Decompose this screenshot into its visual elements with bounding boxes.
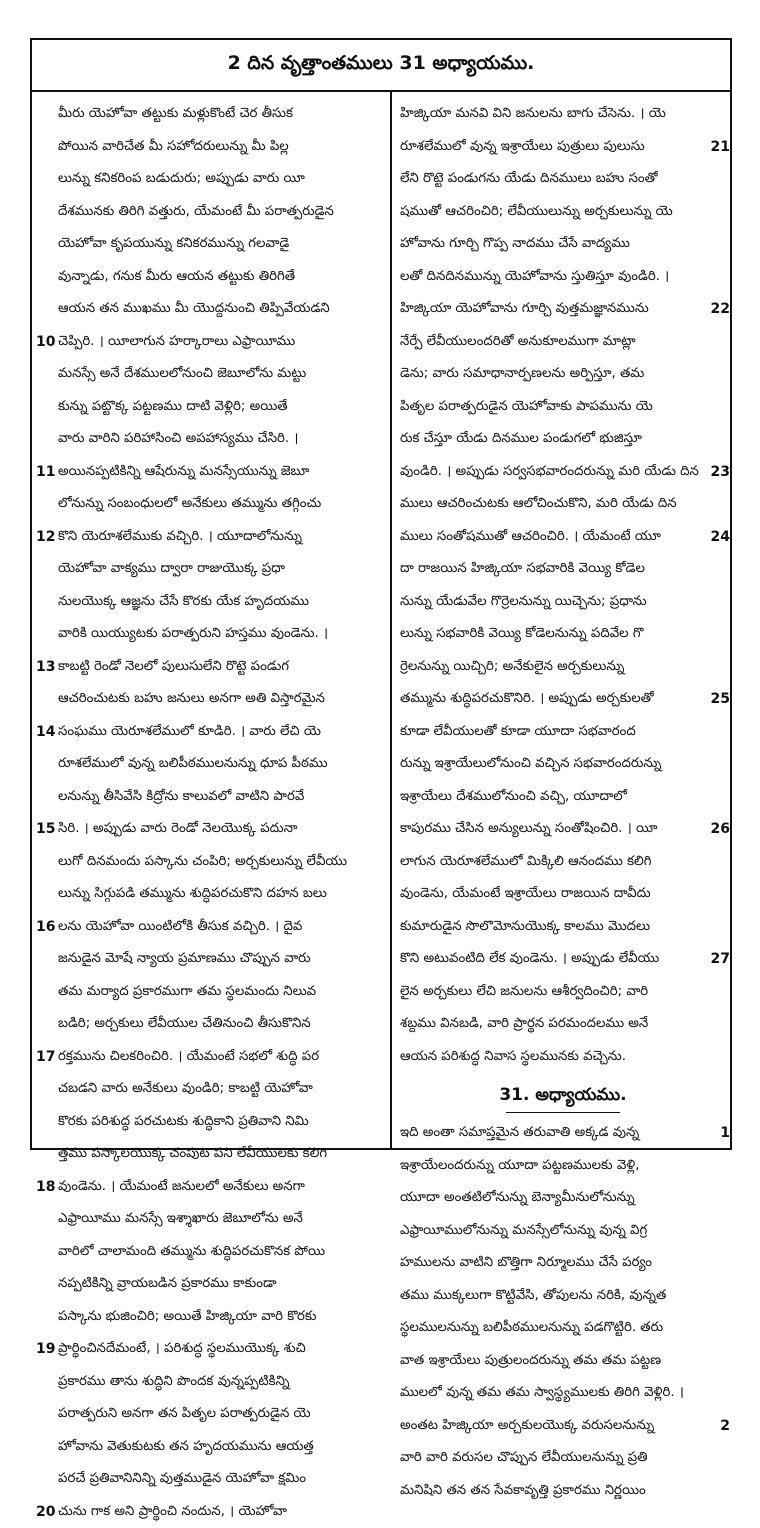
text-line <box>396 423 730 456</box>
line-text: ర్రెలనున్ను యిచ్చిరి; అనేకులైన అర్చకులున్ను <box>400 659 624 674</box>
line-text: లతో దినదినమున్ను యెహోవాను స్తుతిస్తూ వుండిరి. । <box>400 269 669 284</box>
text-line <box>36 846 386 879</box>
text-line <box>396 98 730 131</box>
text-line <box>396 748 730 781</box>
text-line <box>396 1312 730 1345</box>
page-frame <box>30 38 732 1150</box>
text-line <box>396 326 730 359</box>
text-line <box>36 1398 386 1431</box>
text-line <box>396 131 730 164</box>
text-line <box>36 228 386 261</box>
text-line <box>36 293 386 326</box>
line-text: బడిరి; అర్చకులు లేవీయుల చేతినుంచి తీసుకొనిన <box>58 1016 311 1031</box>
line-text: పరచే ప్రతివానినిన్ని వుత్తముడైన యెహోవా క్షమిం <box>58 1471 306 1486</box>
line-text: ఇశ్రాయేలు దేశములోనుంచి వచ్చి, యూదాలో <box>400 789 627 804</box>
verse-number: 22 <box>711 293 730 326</box>
left-column <box>36 98 386 1144</box>
verse-number: 23 <box>711 456 730 489</box>
verse-number: 25 <box>711 683 730 716</box>
text-line <box>396 911 730 944</box>
line-text: స్థలములనున్ను బలిపీఠములనున్ను పడగొట్టిరి. తరు <box>400 1320 663 1335</box>
text-line <box>396 618 730 651</box>
verse-number: 13 <box>36 651 55 684</box>
text-line <box>36 1463 386 1496</box>
verse-number: 11 <box>36 456 55 489</box>
verse-number: 12 <box>36 521 55 554</box>
text-line <box>396 1410 730 1443</box>
text-line <box>396 683 730 716</box>
text-line <box>396 1280 730 1313</box>
line-text: వారి వారి వరుసల చొప్పున లేవీయులనున్ను ప్రతి <box>400 1450 648 1465</box>
text-line <box>36 98 386 131</box>
text-line <box>396 391 730 424</box>
line-text: ఎఫ్రాయీము మనస్సే ఇశ్శాఖారు జెబూలోను అనే <box>58 1211 303 1226</box>
line-text: దా రాజయిన హిజ్కియా సభవారికి వెయ్యి కోడెల <box>400 561 645 576</box>
chapter-heading: 31. అధ్యాయము. <box>396 1073 730 1117</box>
line-text: షముతో ఆచరించిరి; లేవీయులున్ను అర్చకులున్ను యె <box>400 204 673 219</box>
text-line <box>396 781 730 814</box>
line-text: లేని రొట్టె పండుగను యేడు దినములు బహు సంతో <box>400 171 658 186</box>
line-text: వారు వారిని పరిహాసించి అపహాస్యము చేసిరి. । <box>58 431 298 446</box>
text-line <box>396 976 730 1009</box>
text-line <box>396 358 730 391</box>
text-line <box>36 196 386 229</box>
text-line <box>396 553 730 586</box>
text-line <box>36 813 386 846</box>
text-line <box>36 748 386 781</box>
line-text: వున్నాడు, గనుక మీరు ఆయన తట్టుకు తిరిగితే <box>58 269 295 284</box>
line-text: దేశమునకు తిరిగి వత్తురు, యేమంటే మీ పరాత్పరుడైన <box>58 204 334 219</box>
line-text: కాపురము చేసిన అన్యులున్ను సంతోషించిరి. । యీ <box>400 821 657 836</box>
line-text: అంతట హిజ్కియా అర్చకులయొక్క వరుసలనున్ను <box>400 1418 654 1433</box>
line-text: ఆయన పరిశుద్ధ నివాస స్థలమునకు వచ్చెను. <box>400 1049 626 1064</box>
line-text: కున్ను పట్టొక్క పట్టణము దాటి వెళ్లిరి; అయితే <box>58 399 288 414</box>
text-line <box>36 943 386 976</box>
text-line <box>36 131 386 164</box>
line-text: లైన అర్చకులు లేచి జనులను ఆశీర్వదించిరి; వారి <box>400 984 648 999</box>
text-line <box>36 1171 386 1204</box>
line-text: రూశలేములో వున్న ఇశ్రాయేలు పుత్రులు పులుసు <box>400 139 645 154</box>
verse-number: 21 <box>711 131 730 164</box>
text-line <box>36 163 386 196</box>
line-text: సిరి. । అప్పుడు వారు రెండో నెలయొక్క పదునా <box>58 821 297 836</box>
line-text: వుండెను, యేమంటే ఇశ్రాయేలు రాజయిన దావీదు <box>400 886 651 901</box>
chapter-31-text <box>396 1117 730 1507</box>
line-text: పోయిన వారిచేత మీ సహోదరులున్ను మీ పిల్ల <box>58 139 289 154</box>
text-line <box>36 1106 386 1139</box>
text-line <box>36 716 386 749</box>
text-line <box>36 1041 386 1074</box>
line-text: వుండిరి. । అప్పుడు సర్వసభవారందరున్ను మరి యేడు దిన <box>400 464 699 479</box>
text-line <box>396 586 730 619</box>
line-text: నేర్పే లేవీయులందరితో అనుకూలముగా మాట్లా <box>400 334 636 349</box>
right-column <box>396 98 730 1144</box>
text-line <box>36 1203 386 1236</box>
text-line <box>396 716 730 749</box>
verse-number: 2 <box>720 1410 730 1443</box>
text-line <box>36 521 386 554</box>
text-line <box>396 196 730 229</box>
text-line <box>396 1377 730 1410</box>
text-line <box>396 1247 730 1280</box>
verse-number: 15 <box>36 813 55 846</box>
line-text: హోవాను గూర్చి గొప్ప నాదము చేసే వాద్యము <box>400 236 630 251</box>
line-text: డెను; వారు సమాధానార్పణలను అర్పిస్తూ, తమ <box>400 366 644 381</box>
line-text: లాగున యెరూశలేములో మిక్కిలి ఆనందము కలిగి <box>400 854 652 869</box>
text-line <box>396 521 730 554</box>
text-line <box>396 1150 730 1183</box>
text-line <box>36 586 386 619</box>
line-text: ప్రార్థించినదేమంటే, । పరిశుద్ధ స్థలముయొక్క శుచి <box>58 1341 306 1356</box>
text-line <box>36 976 386 1009</box>
text-line <box>396 943 730 976</box>
line-text: పితృల పరాత్పరుడైన యెహోవాకు పాపమును యె <box>400 399 653 414</box>
line-text: లుగో దినమందు పస్కాను చంపిరి; అర్చకులున్ను లేవీయు <box>58 854 347 869</box>
line-text: ఇశ్రాయేలందరున్ను యూదా పట్టణములకు వెళ్లి, <box>400 1158 639 1173</box>
line-text: చును గాక అని ప్రార్థించి నందున, । యెహోవా <box>58 1504 287 1519</box>
text-line <box>36 618 386 651</box>
text-line <box>36 1431 386 1464</box>
text-line <box>396 1182 730 1215</box>
text-line <box>36 651 386 684</box>
text-line <box>36 261 386 294</box>
line-text: నులయొక్క ఆజ్ఞను చేసే కొరకు యేక హృదయము <box>58 594 309 609</box>
text-line <box>36 1236 386 1269</box>
line-text: నున్ను యేడువేల గొర్రెలనున్ను యిచ్చెను; ప్రధాను <box>400 594 647 609</box>
line-text: వుండెను. । యేమంటే జనులలో అనేకులు అనగా <box>58 1179 305 1194</box>
line-text: త్తము పస్కాలయొక్క చంపుట పని లేవీయులకు కలిగి <box>58 1146 327 1161</box>
text-line <box>396 228 730 261</box>
verse-number: 16 <box>36 911 55 944</box>
verse-number: 24 <box>711 521 730 554</box>
line-text: వారిలో చాలామంది తమ్మును శుద్ధిపరచుకొనక పోయి <box>58 1244 325 1259</box>
text-line <box>36 423 386 456</box>
line-text: జనుడైన మోషే న్యాయ ప్రమాణము చొప్పున వారు <box>58 951 311 966</box>
line-text: కాబట్టి రెండో నెలలో పులుసులేని రొట్టె పండుగ <box>58 659 289 674</box>
line-text: చబడని వారు అనేకులు వుండిరి; కాబట్టి యెహోవా <box>58 1081 313 1096</box>
line-text: ప్రకారము తాను శుద్ధిని పొందక వున్నప్పటికిన్ని <box>58 1374 290 1389</box>
text-line <box>36 1333 386 1366</box>
line-text: కూడా లేవీయులతో కూడా యూదా సభవారంద <box>400 724 636 739</box>
text-line <box>36 456 386 489</box>
line-text: హములను వాటిని బొత్తిగా నిర్మూలము చేసే పర్యం <box>400 1255 652 1270</box>
line-text: మీరు యెహోవా తట్టుకు మళ్లుకొంటే చెర తీసుక <box>58 106 293 121</box>
line-text: లున్ను సిగ్గుపడి తమ్మును శుద్ధిపరచుకొని దహన బలు <box>58 886 327 901</box>
line-text: హిజ్కియా యెహోవాను గూర్చి వుత్తమజ్ఞానమును <box>400 301 649 316</box>
line-text: వాత ఇశ్రాయేలు పుత్రులందరున్ను తమ తమ పట్టణ <box>400 1353 661 1368</box>
line-text: కొని అటువంటిది లేక వుండెను. । అప్పుడు లేవీయు <box>400 951 659 966</box>
text-line <box>396 1345 730 1378</box>
text-line <box>36 358 386 391</box>
line-text: లను యెహోవా యింటిలోకి తీసుక వచ్చిరి. । దైవ <box>58 919 302 934</box>
text-line <box>396 1041 730 1074</box>
line-text: యెహోవా కృపయున్ను కనికరమున్ను గలవాడై <box>58 236 289 251</box>
text-line <box>36 683 386 716</box>
line-text: ఎఫ్రాయీములోనున్ను మనస్సేలోనున్ను వున్న విగ్ర <box>400 1223 647 1238</box>
text-line <box>396 846 730 879</box>
line-text: లున్ను సభవారికి వెయ్యి కోడెలనున్ను పదివేల గొ <box>400 626 643 641</box>
text-line <box>396 1008 730 1041</box>
line-text: తమ మర్యాద ప్రకారముగా తమ స్థలమందు నిలువ <box>58 984 316 999</box>
text-line <box>396 878 730 911</box>
line-text: వారికి యియ్యుటకు పరాత్పరుని హస్తము వుండెను. । <box>58 626 328 641</box>
text-line <box>396 1475 730 1508</box>
text-line <box>36 1073 386 1106</box>
line-text: లున్ను కనికరింప బడుదురు; అప్పుడు వారు యీ <box>58 171 305 186</box>
line-text: రక్తమును చిలకరించిరి. । యేమంటే సభలో శుద్ధి పర <box>58 1049 319 1064</box>
line-text: ఆచరించుటకు బహు జనులు అనగా అతి విస్తారమైన <box>58 691 325 706</box>
verse-number: 17 <box>36 1041 55 1074</box>
line-text: కొరకు పరిశుద్ధ పరచుటకు శుద్ధికాని ప్రతివాని నిమి <box>58 1114 309 1129</box>
text-line <box>36 391 386 424</box>
line-text: ములలో వున్న తమ తమ స్వాస్థ్యములకు తిరిగి వెళ్లిరి. । <box>400 1385 684 1400</box>
line-text: కుమారుడైన సొలొమోనుయొక్క కాలము మొదలు <box>400 919 650 934</box>
right-column-text <box>396 98 730 1073</box>
text-line <box>36 1496 386 1528</box>
text-line <box>396 1117 730 1150</box>
line-text: లోనున్ను సంబంధులలో అనేకులు తమ్మును తగ్గించు <box>58 496 321 511</box>
line-text: ఇది అంతా సమాప్తమైన తరువాతి అక్కడ వున్న <box>400 1125 639 1140</box>
running-header <box>32 40 730 92</box>
verse-number: 14 <box>36 716 55 749</box>
line-text: పరాత్పరుని అనగా తన పితృల పరాత్పరుడైన యె <box>58 1406 311 1421</box>
line-text: మనస్సే అనే దేశములలోనుంచి జెబూలోను మట్టు <box>58 366 306 381</box>
header-title: 2 దిన వృత్తాంతములు 31 అధ్యాయము. <box>228 52 535 79</box>
line-text: యూదా అంతటిలోనున్ను బెన్యామీనులోనున్ను <box>400 1190 635 1205</box>
line-text: లనున్ను తీసివేసి కిద్రోను కాలువలో వాటిని పారవే <box>58 789 304 804</box>
line-text: శబ్దము వినబడి, వారి ప్రార్థన పరమందలము అనే <box>400 1016 648 1031</box>
text-line <box>36 326 386 359</box>
verse-number: 20 <box>36 1496 55 1528</box>
text-line <box>36 1008 386 1041</box>
line-text: రుక చేస్తూ యేడు దినముల పండుగలో భుజిస్తూ <box>400 431 642 446</box>
line-text: కొని యెరూశలేముకు వచ్చిరి. । యూదాలోనున్ను <box>58 529 302 544</box>
text-line <box>396 1215 730 1248</box>
line-text: ఆయన తన ముఖము మీ యొద్దనుంచి తిప్పివేయడని <box>58 301 330 316</box>
text-line <box>36 553 386 586</box>
line-text: హిజ్కియా మనవి విని జనులను బాగు చేసెను. । యె <box>400 106 666 121</box>
text-line <box>396 1442 730 1475</box>
line-text: తము ముక్కలుగా కొట్టివేసి, తోపులను నరికి, వున్నత <box>400 1288 666 1303</box>
line-text: ములు సంతోషముతో ఆచరించిరి. । యేమంటే యూ <box>400 529 661 544</box>
text-line <box>36 878 386 911</box>
text-line <box>396 163 730 196</box>
text-line <box>396 261 730 294</box>
line-text: ములు ఆచరించుటకు ఆలోచించుకొని, మరి యేడు దిన <box>400 496 677 511</box>
text-line <box>36 1366 386 1399</box>
text-line <box>36 1301 386 1334</box>
verse-number: 27 <box>711 943 730 976</box>
line-text: తమ్మును శుద్ధిపరచుకొనిరి. । అప్పుడు అర్చకులతో <box>400 691 654 706</box>
verse-number: 1 <box>720 1117 730 1150</box>
text-line <box>36 488 386 521</box>
text-line <box>396 293 730 326</box>
line-text: చెప్పిరి. । యీలాగున హర్కారాలు ఎఫ్రాయీము <box>58 334 295 349</box>
line-text: రున్ను ఇశ్రాయేలులోనుంచి వచ్చిన సభవారందరున్ను <box>400 756 661 771</box>
text-line <box>396 456 730 489</box>
verse-number: 18 <box>36 1171 55 1204</box>
line-text: నప్పటికిన్ని వ్రాయబడిన ప్రకారము కాకుండా <box>58 1276 277 1291</box>
line-text: పస్కాను భుజించిరి; అయితే హిజ్కియా వారి కొరకు <box>58 1309 316 1324</box>
line-text: రూశలేములో వున్న బలిపీఠములనున్ను ధూప పీఠము <box>58 756 328 771</box>
line-text: హోవాను వెతుకుటకు తన హృదయమును ఆయత్త <box>58 1439 314 1454</box>
text-line <box>396 488 730 521</box>
verse-number: 10 <box>36 326 55 359</box>
text-line <box>36 911 386 944</box>
text-line <box>36 781 386 814</box>
text-line <box>396 651 730 684</box>
line-text: సంఘము యెరూశలేములో కూడిరి. । వారు లేచి యె <box>58 724 321 739</box>
verse-number: 26 <box>711 813 730 846</box>
verse-number: 19 <box>36 1333 55 1366</box>
text-line <box>36 1138 386 1171</box>
line-text: యెహోవా వాక్యము ద్వారా రాజుయొక్క ప్రధా <box>58 561 285 576</box>
line-text: అయినప్పటికిన్ని ఆషేరున్ను మనస్సేయున్ను జెబూ <box>58 464 309 479</box>
column-divider <box>390 90 392 1148</box>
line-text: మనిషిని తన తన సేవకావృత్తి ప్రకారము నిర్ణయిం <box>400 1483 646 1498</box>
text-line <box>396 813 730 846</box>
text-line <box>36 1268 386 1301</box>
